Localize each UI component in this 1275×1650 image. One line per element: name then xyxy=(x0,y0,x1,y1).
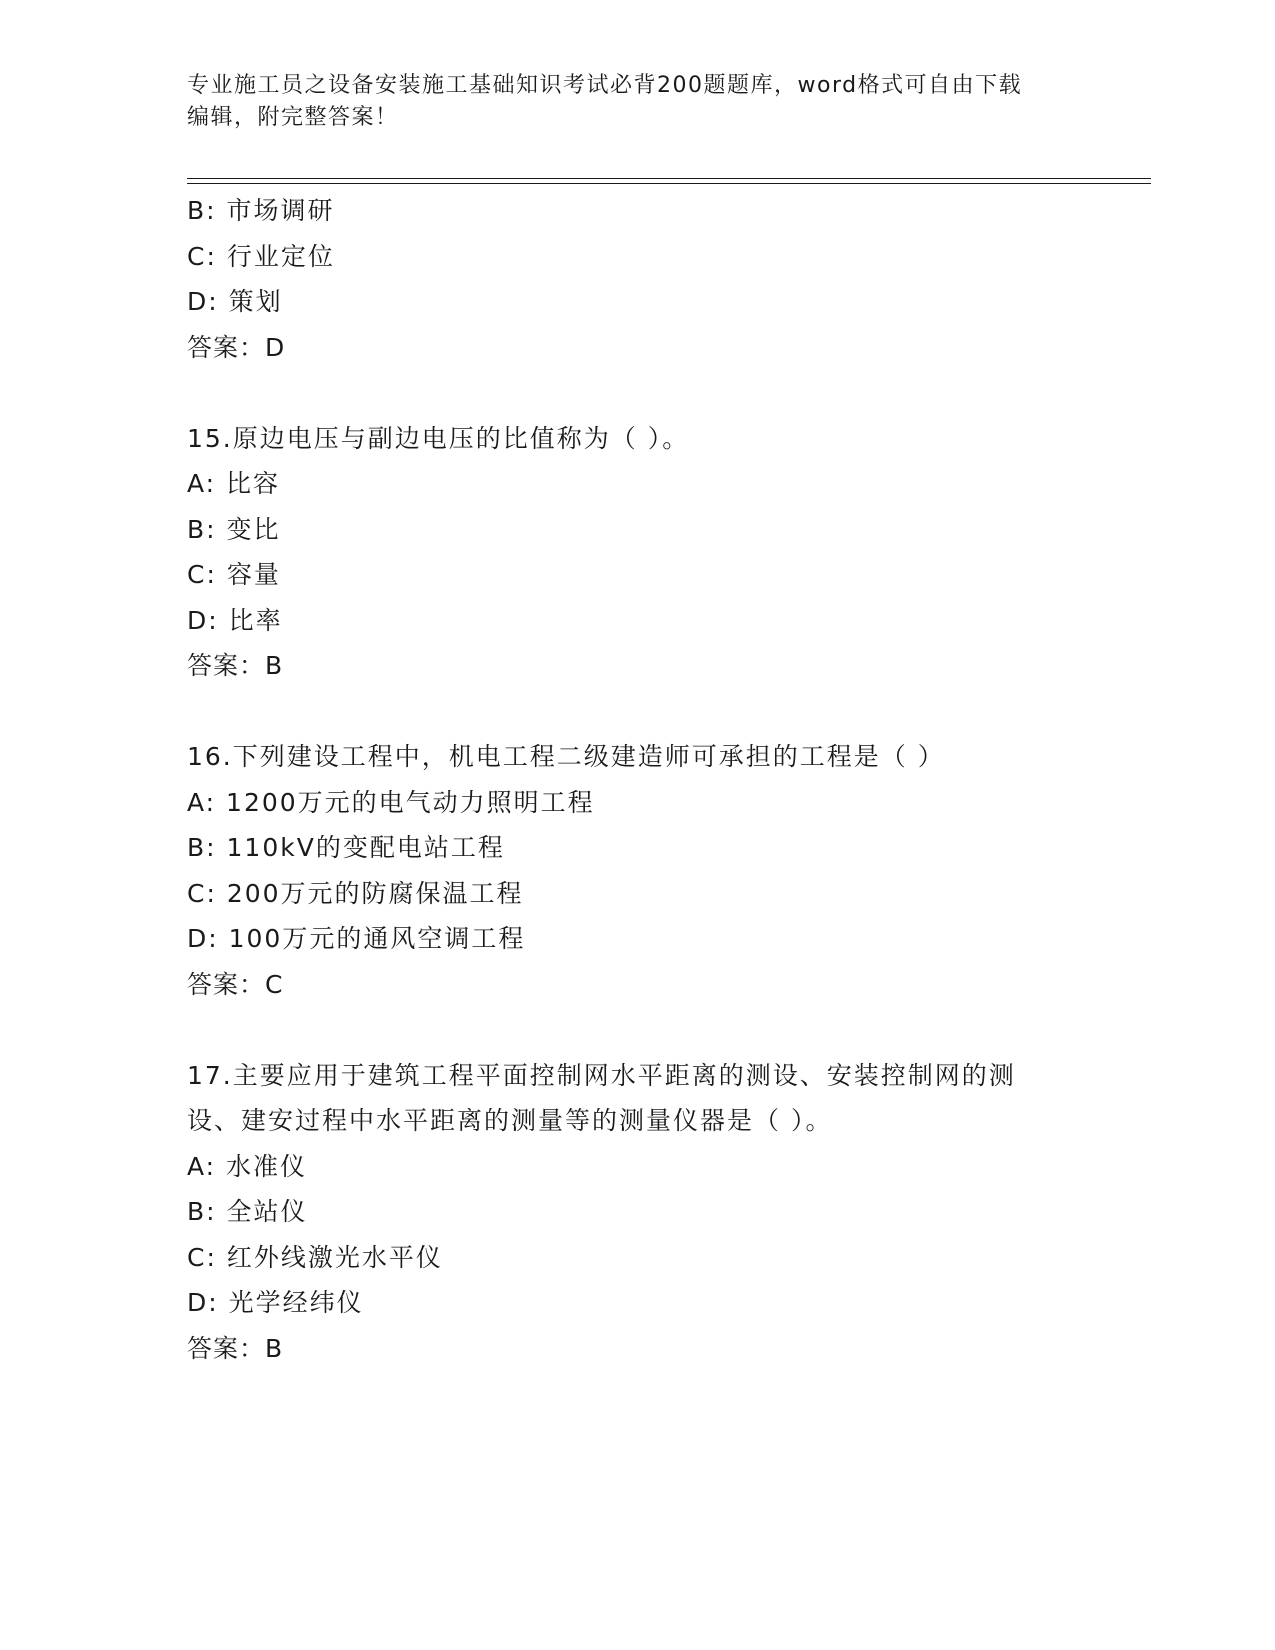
question-stem-line-1: 17.主要应用于建筑工程平面控制网水平距离的测设、安装控制网的测 xyxy=(187,1060,1016,1090)
question-content xyxy=(187,188,1107,1371)
option-a: A: 1200万元的电气动力照明工程 xyxy=(187,787,595,817)
option-c: C: 容量 xyxy=(187,560,281,589)
option-c: C: 200万元的防腐保温工程 xyxy=(187,878,524,908)
spacer xyxy=(187,1007,1107,1053)
question-block-15 xyxy=(187,416,1107,689)
answer-line: 答案：B xyxy=(187,1333,284,1363)
header-divider-top xyxy=(187,178,1151,179)
header-title-line-1: 专业施工员之设备安装施工基础知识考试必背200题题库，word格式可自由下载 xyxy=(187,73,1023,98)
question-stem: 16.下列建设工程中，机电工程二级建造师可承担的工程是（ ） xyxy=(187,742,945,771)
question-stem-line-2: 设、建安过程中水平距离的测量等的测量仪器是（ ）。 xyxy=(187,1106,833,1135)
option-a: A: 比容 xyxy=(187,469,281,498)
answer-line: 答案：C xyxy=(187,969,284,999)
spacer xyxy=(187,370,1107,416)
option-b: B: 全站仪 xyxy=(187,1197,308,1226)
option-c: C: 红外线激光水平仪 xyxy=(187,1242,443,1272)
spacer xyxy=(187,689,1107,735)
question-stem: 15.原边电压与副边电压的比值称为（ ）。 xyxy=(187,423,690,453)
option-b: B: 变比 xyxy=(187,514,281,544)
document-header xyxy=(187,70,1067,134)
question-block-17 xyxy=(187,1053,1107,1372)
option-c: C: 行业定位 xyxy=(187,241,335,271)
header-divider-bottom xyxy=(187,183,1151,184)
option-b: B: 市场调研 xyxy=(187,196,335,225)
answer-line: 答案：D xyxy=(187,332,286,362)
option-b: B: 110kV的变配电站工程 xyxy=(187,833,505,862)
option-a: A: 水准仪 xyxy=(187,1151,308,1181)
question-block-continued xyxy=(187,188,1107,370)
header-title-line-2: 编辑，附完整答案！ xyxy=(187,105,399,130)
option-d: D: 100万元的通风空调工程 xyxy=(187,924,526,953)
option-d: D: 比率 xyxy=(187,605,283,635)
option-d: D: 光学经纬仪 xyxy=(187,1288,364,1317)
question-block-16 xyxy=(187,734,1107,1007)
option-d: D: 策划 xyxy=(187,287,283,316)
answer-line: 答案：B xyxy=(187,651,284,680)
